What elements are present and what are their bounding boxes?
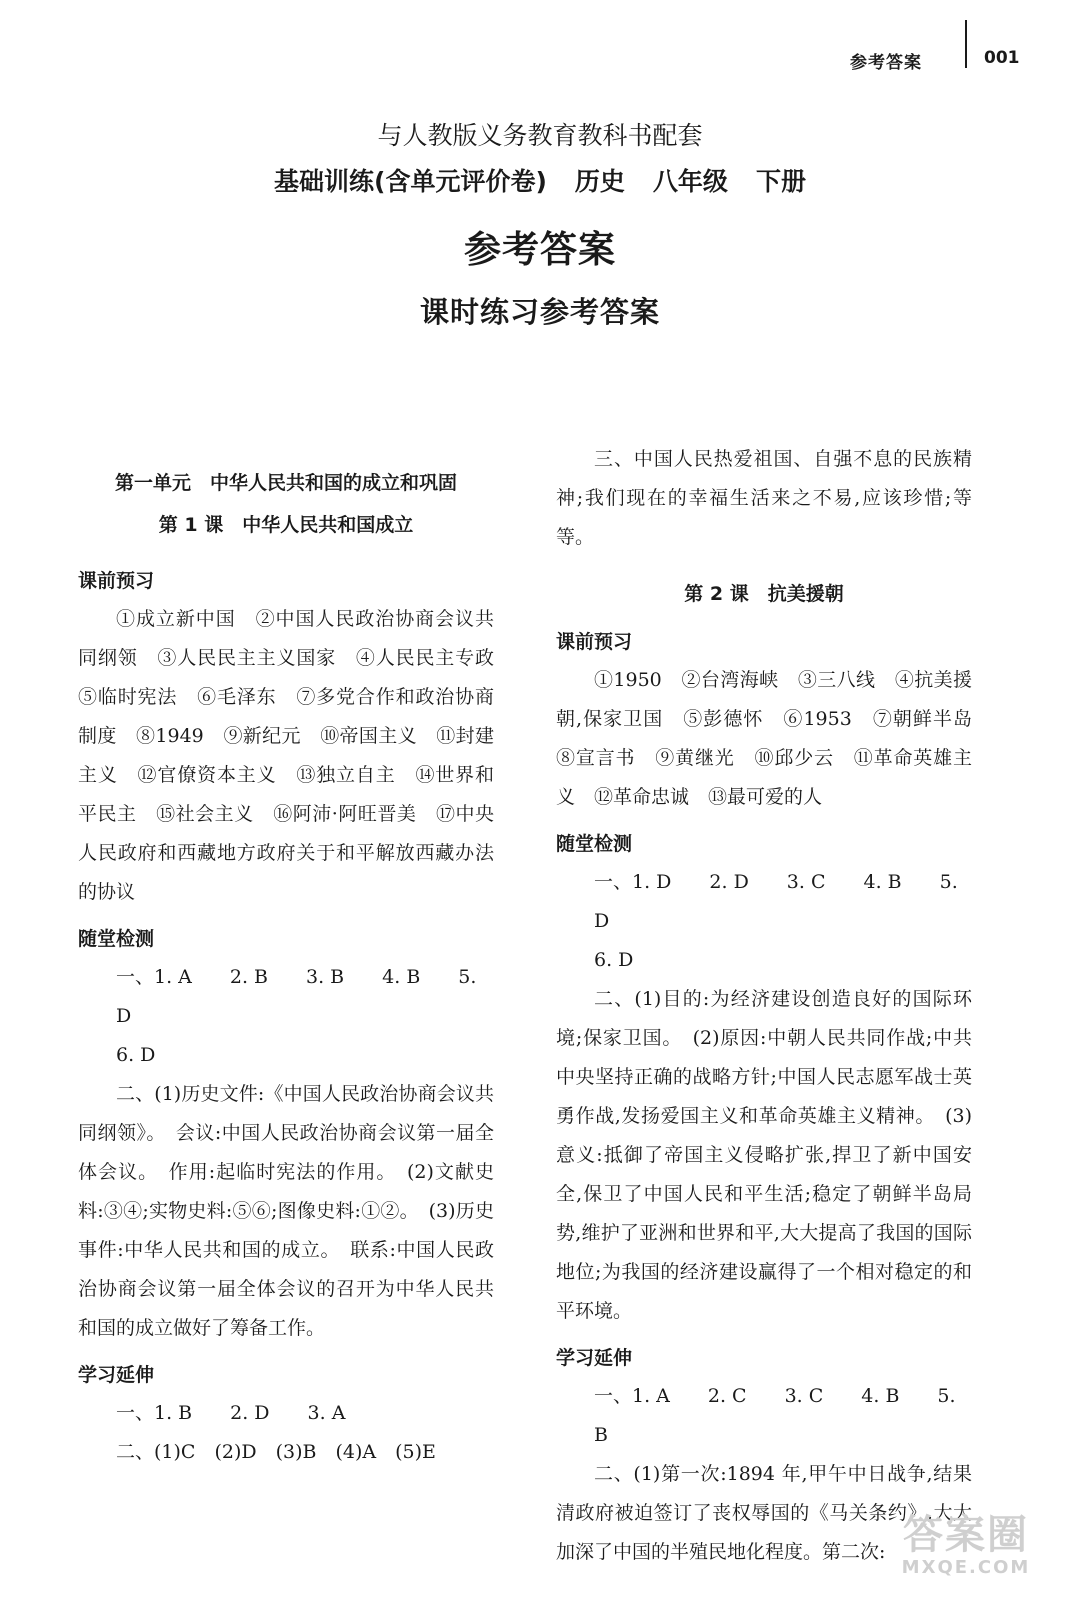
choice-answers: 6. D [116,1044,156,1066]
book-title [0,164,1080,200]
choice-answers: 6. D [594,949,634,971]
header-label: 参考答案 [850,53,922,73]
main-title: 参考答案 [464,228,616,271]
left-column [78,440,514,1472]
lesson-title: 第 2 课 抗美援朝 [684,583,844,605]
choice-answers: 一、1. A 2. C 3. C 4. B 5. B [594,1385,962,1446]
book-title-part: 下册 [755,167,806,196]
answer-paragraph: 三、中国人民热爱祖国、自强不息的民族精神;我们现在的幸福生活来之不易,应该珍惜;等等。 [556,448,972,548]
section-heading: 随堂检测 [556,833,633,855]
choice-answers: 一、1. B 2. D 3. A [116,1402,346,1424]
page-number: 001 [984,48,1020,68]
book-title-part: 历史 [574,167,625,196]
choice-answers: 一、1. A 2. B 3. B 4. B 5. D [116,966,483,1027]
section-heading: 课前预习 [556,631,633,653]
unit-title: 第一单元 中华人民共和国的成立和巩固 [114,472,457,494]
answer-paragraph: ①成立新中国 ②中国人民政治协商会议共同纲领 ③人民民主主义国家 ④人民民主专政 ⑤临时宪法 ⑥毛泽东 ⑦多党合作和政治协商制度 ⑧1949 ⑨新纪元 ⑩帝国主义 ⑪封建主义 ⑫官僚资本主义 ⑬独立自主 ⑭世界和平民主 ⑮社会主义 ⑯阿沛·阿旺晋美 ⑰中央人民政府和西藏地方政府关于和平解放西藏办法的协议 [78,608,514,903]
subtitle-series: 与人教版义务教育教科书配套 [377,121,703,150]
answer-paragraph: ①1950 ②台湾海峡 ③三八线 ④抗美援朝,保家卫国 ⑤彭德怀 ⑥1953 ⑦朝鲜半岛 ⑧宣言书 ⑨黄继光 ⑩邱少云 ⑪革命英雄主义 ⑫革命忠诚 ⑬最可爱的人 [556,669,992,808]
section-heading: 学习延伸 [78,1364,155,1386]
section-heading: 课前预习 [78,570,155,592]
answer-paragraph: 二、(1)第一次:1894 年,甲午中日战争,结果清政府被迫签订了丧权辱国的《马关条约》,大大加深了中国的半殖民地化程度。第二次: [556,1463,972,1563]
choice-answers: 二、(1)C (2)D (3)B (4)A (5)E [116,1441,436,1463]
answer-paragraph: 二、(1)目的:为经济建设创造良好的国际环境;保家卫国。 (2)原因:中朝人民共同作战;中共中央坚持正确的战略方针;中国人民志愿军战士英勇作战,发扬爱国主义和革命英雄主义精神。 (3)意义:抵御了帝国主义侵略扩张,捍卫了新中国安全,保卫了中国人民和平生活;稳定了朝鲜半岛局势,维护了亚洲和世界和平,大大提高了我国的国际地位;为我国的经济建设赢得了一个相对稳定的和平环境。 [556,988,972,1322]
book-title-part: 八年级 [652,167,728,196]
watermark-text: 答案圈 [903,1512,1029,1558]
title-block [0,118,1080,332]
choice-answers: 一、1. D 2. D 3. C 4. B 5. D [594,871,964,932]
header-divider [965,20,967,68]
book-title-part: 基础训练(含单元评价卷) [274,167,547,196]
watermark [876,1512,1056,1582]
watermark-url: MXQE.COM [901,1557,1031,1578]
section-heading: 随堂检测 [78,928,155,950]
section-title: 课时练习参考答案 [419,295,660,329]
section-heading: 学习延伸 [556,1347,633,1369]
lesson-title: 第 1 课 中华人民共和国成立 [158,514,414,536]
answer-paragraph: 二、(1)历史文件:《中国人民政治协商会议共同纲领》。 会议:中国人民政治协商会议第一届全体会议。 作用:起临时宪法的作用。 (2)文献史料:③④;实物史料:⑤⑥;图像史料:①②。 (3)历史事件:中华人民共和国的成立。 联系:中国人民政治协商会议第一届全体会议的召开为中华人民共和国的成立做好了筹备工作。 [78,1083,494,1339]
